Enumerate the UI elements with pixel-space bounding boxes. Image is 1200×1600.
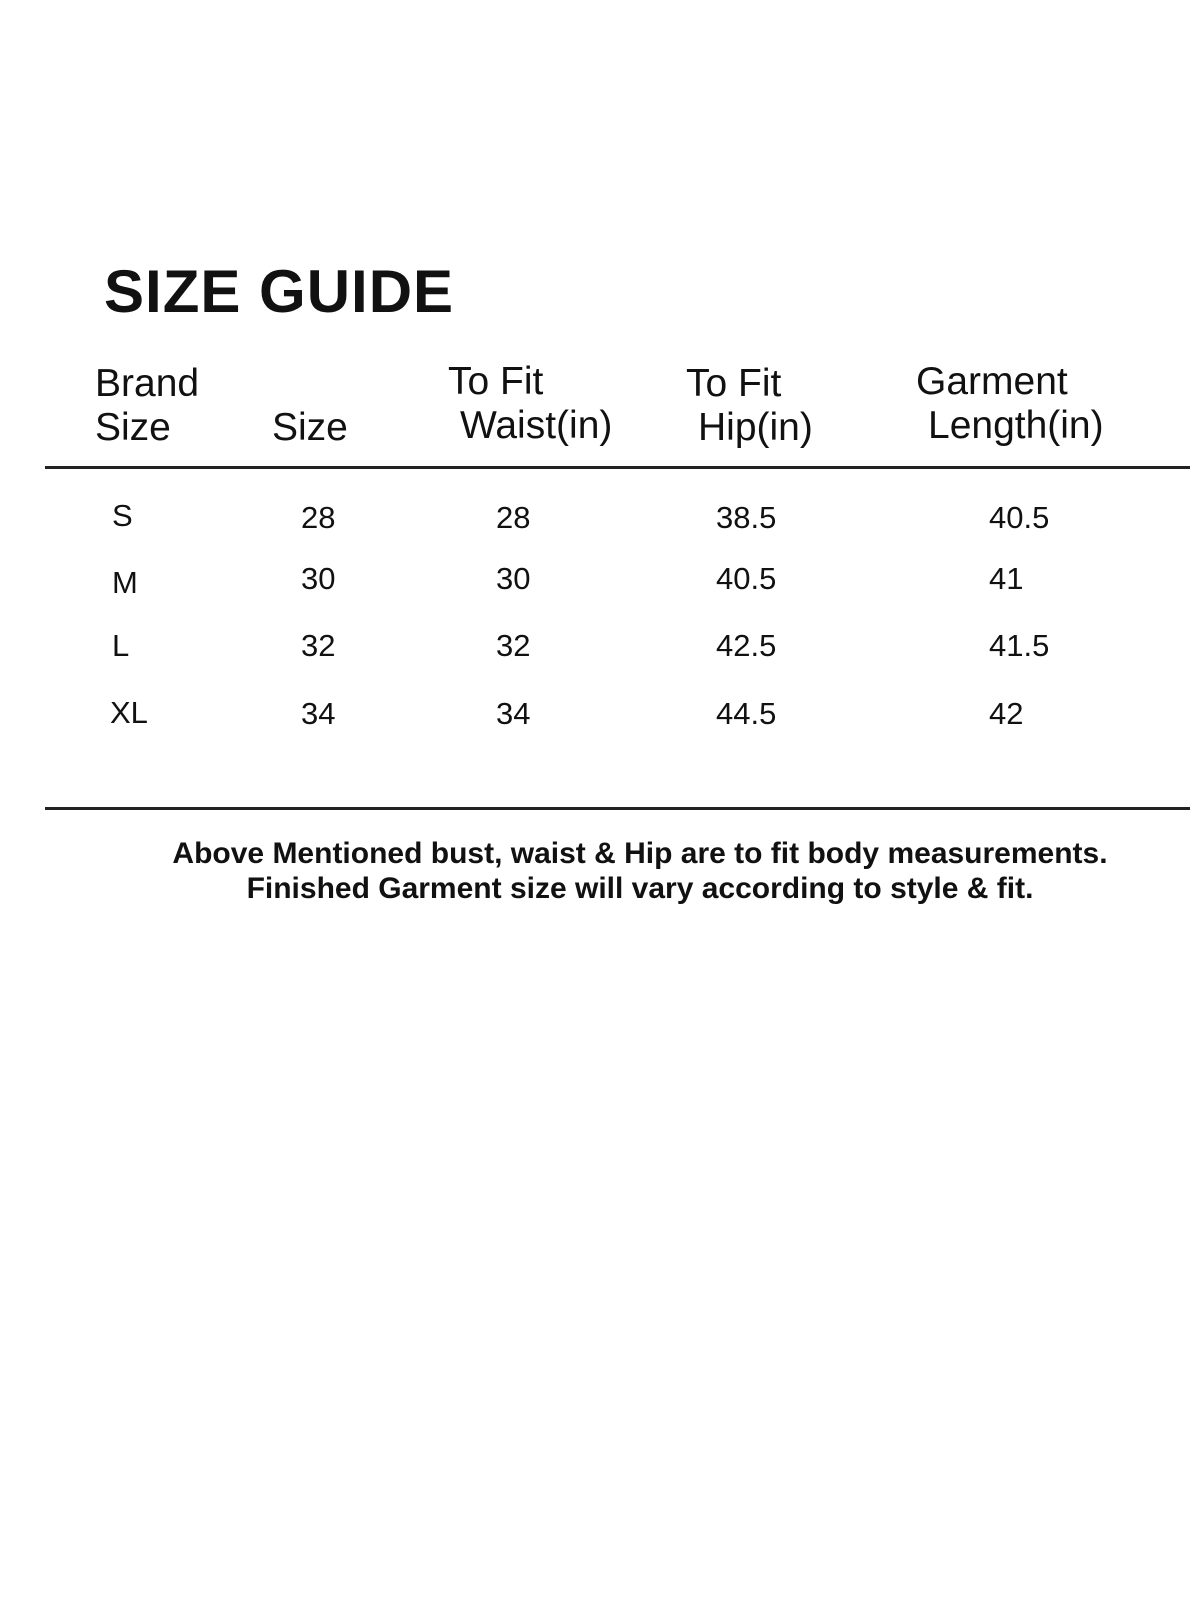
header-divider: [45, 466, 1190, 469]
page-title: SIZE GUIDE: [104, 258, 455, 325]
header-line: Garment: [916, 360, 1068, 403]
header-line: Length(in): [928, 404, 1104, 447]
header-line: Waist(in): [460, 404, 613, 447]
header-garment-length: [916, 360, 1104, 448]
cell-brand-size: S: [112, 498, 133, 533]
cell-length: 41: [989, 561, 1024, 596]
cell-length: 42: [989, 696, 1024, 731]
cell-waist: 28: [496, 500, 531, 535]
cell-size: 34: [301, 696, 336, 731]
cell-length: 40.5: [989, 500, 1050, 535]
fit-note-line: Finished Garment size will vary according to style & fit.: [246, 872, 1034, 905]
header-line: Size: [272, 406, 348, 449]
cell-hip: 42.5: [716, 628, 777, 663]
footer-divider: [45, 807, 1190, 810]
cell-waist: 32: [496, 628, 531, 663]
cell-waist: 30: [496, 561, 531, 596]
cell-size: 28: [301, 500, 336, 535]
header-size: [272, 406, 348, 450]
cell-waist: 34: [496, 696, 531, 731]
header-line: Hip(in): [698, 406, 813, 449]
cell-size: 30: [301, 561, 336, 596]
header-line: To Fit: [448, 360, 544, 403]
cell-hip: 40.5: [716, 561, 777, 596]
fit-note: [60, 836, 1200, 906]
header-line: Size: [95, 406, 171, 449]
cell-hip: 44.5: [716, 696, 777, 731]
cell-length: 41.5: [989, 628, 1050, 663]
fit-note-line: Above Mentioned bust, waist & Hip are to fit body measurements.: [172, 837, 1108, 870]
cell-brand-size: M: [112, 565, 138, 600]
cell-size: 32: [301, 628, 336, 663]
header-hip: [686, 362, 813, 450]
cell-hip: 38.5: [716, 500, 777, 535]
cell-brand-size: L: [112, 628, 130, 663]
header-line: Brand: [95, 362, 200, 405]
cell-brand-size: XL: [110, 695, 148, 730]
header-waist: [448, 360, 612, 448]
header-line: To Fit: [686, 362, 782, 405]
header-brand-size: [95, 362, 199, 450]
